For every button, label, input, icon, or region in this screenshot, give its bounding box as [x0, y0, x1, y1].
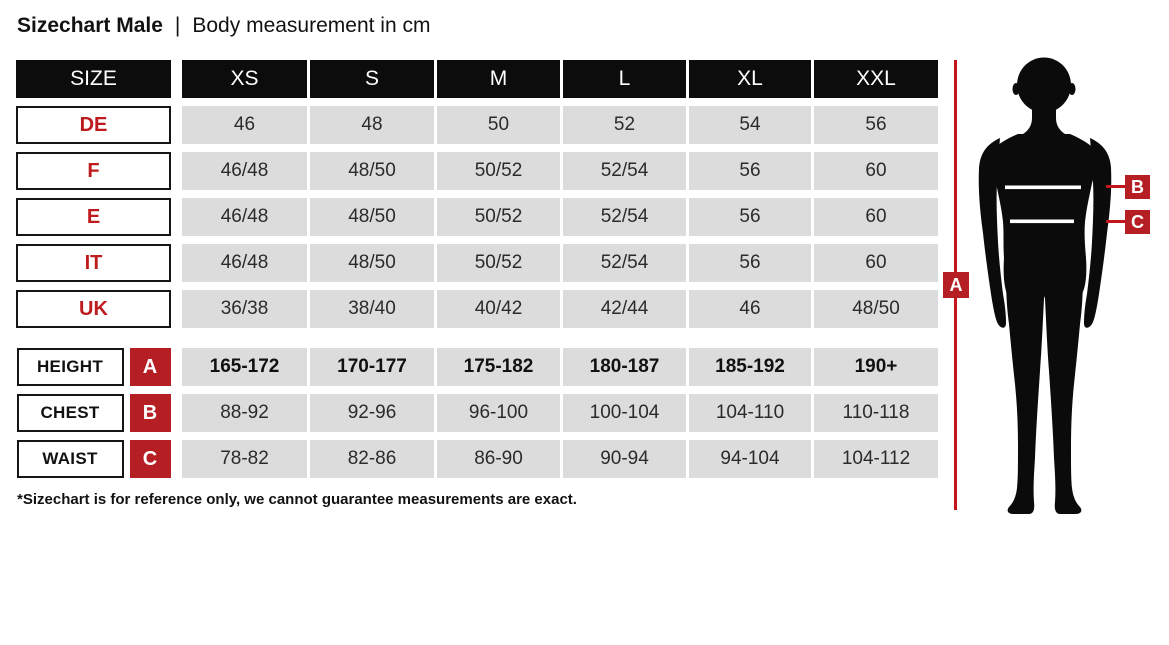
size-value-cell: 48/50 — [814, 290, 938, 328]
measure-value-cell: 104-110 — [689, 394, 811, 432]
size-row-label: E — [16, 198, 171, 236]
size-value-cell: 52 — [563, 106, 686, 144]
size-value-cell: 50/52 — [437, 152, 560, 190]
measure-value-cell: 78-82 — [182, 440, 307, 478]
title-subtitle: Body measurement in cm — [192, 14, 431, 37]
measure-value-cell: 185-192 — [689, 348, 811, 386]
size-value-cell: 48 — [310, 106, 434, 144]
marker-a: A — [943, 272, 969, 298]
measure-value-cell: 96-100 — [437, 394, 560, 432]
measure-row-label: HEIGHT — [17, 348, 124, 386]
size-value-cell: 56 — [689, 152, 811, 190]
measure-value-cell: 104-112 — [814, 440, 938, 478]
header-cell-xxl: XXL — [814, 60, 938, 98]
size-value-cell: 52/54 — [563, 198, 686, 236]
footnote-text: *Sizechart is for reference only, we cannot guarantee measurements are exact. — [17, 491, 577, 508]
measure-row-marker: B — [130, 394, 171, 432]
size-value-cell: 60 — [814, 198, 938, 236]
male-silhouette — [972, 56, 1122, 514]
measure-row-marker: A — [130, 348, 171, 386]
measure-value-cell: 92-96 — [310, 394, 434, 432]
size-row-label: UK — [16, 290, 171, 328]
size-value-cell: 36/38 — [182, 290, 307, 328]
size-value-cell: 60 — [814, 244, 938, 282]
measure-value-cell: 90-94 — [563, 440, 686, 478]
measure-value-cell: 94-104 — [689, 440, 811, 478]
size-value-cell: 46/48 — [182, 198, 307, 236]
header-cell-xl: XL — [689, 60, 811, 98]
male-figure-panel — [940, 50, 1169, 520]
measure-value-cell: 180-187 — [563, 348, 686, 386]
header-cell-size: SIZE — [16, 60, 171, 98]
size-value-cell: 52/54 — [563, 244, 686, 282]
header-cell-m: M — [437, 60, 560, 98]
measure-value-cell: 165-172 — [182, 348, 307, 386]
size-value-cell: 60 — [814, 152, 938, 190]
size-row-label-cell — [16, 106, 179, 144]
title-brand: Sizechart Male — [17, 14, 163, 37]
size-row-label: F — [16, 152, 171, 190]
measure-row-label: CHEST — [17, 394, 124, 432]
measure-value-cell: 88-92 — [182, 394, 307, 432]
measure-row-marker: C — [130, 440, 171, 478]
measure-value-cell: 170-177 — [310, 348, 434, 386]
table-section-spacer — [16, 336, 938, 340]
size-value-cell: 50/52 — [437, 244, 560, 282]
header-cell-s: S — [310, 60, 434, 98]
size-row-label: IT — [16, 244, 171, 282]
size-value-cell: 48/50 — [310, 152, 434, 190]
size-value-cell: 54 — [689, 106, 811, 144]
measure-value-cell: 110-118 — [814, 394, 938, 432]
waist-connector-line — [1106, 220, 1126, 223]
size-value-cell: 46 — [689, 290, 811, 328]
size-table — [16, 60, 938, 478]
size-value-cell: 40/42 — [437, 290, 560, 328]
size-row-label-cell — [16, 244, 179, 282]
size-value-cell: 56 — [689, 244, 811, 282]
size-value-cell: 46/48 — [182, 152, 307, 190]
size-value-cell: 50/52 — [437, 198, 560, 236]
size-value-cell: 48/50 — [310, 198, 434, 236]
measure-value-cell: 190+ — [814, 348, 938, 386]
size-value-cell: 50 — [437, 106, 560, 144]
page-title — [17, 14, 430, 38]
header-cell-xs: XS — [182, 60, 307, 98]
measure-row-label-cell — [16, 440, 171, 478]
size-row-label-cell — [16, 198, 179, 236]
measure-value-cell: 100-104 — [563, 394, 686, 432]
measure-value-cell: 175-182 — [437, 348, 560, 386]
measure-value-cell: 86-90 — [437, 440, 560, 478]
size-value-cell: 42/44 — [563, 290, 686, 328]
measure-row-label-cell — [16, 348, 171, 386]
chest-measure-line — [1005, 186, 1081, 190]
size-row-label-cell — [16, 152, 179, 190]
title-separator: | — [174, 14, 181, 37]
header-cell-l: L — [563, 60, 686, 98]
size-value-cell: 38/40 — [310, 290, 434, 328]
size-value-cell: 48/50 — [310, 244, 434, 282]
size-value-cell: 46/48 — [182, 244, 307, 282]
size-value-cell: 52/54 — [563, 152, 686, 190]
waist-measure-line — [1010, 220, 1074, 224]
marker-b: B — [1125, 175, 1150, 199]
size-value-cell: 56 — [689, 198, 811, 236]
marker-c: C — [1125, 210, 1150, 234]
measure-row-label-cell — [16, 394, 171, 432]
measure-value-cell: 82-86 — [310, 440, 434, 478]
size-value-cell: 46 — [182, 106, 307, 144]
size-row-label-cell — [16, 290, 179, 328]
measure-row-label: WAIST — [17, 440, 124, 478]
size-row-label: DE — [16, 106, 171, 144]
chest-connector-line — [1106, 185, 1126, 188]
size-value-cell: 56 — [814, 106, 938, 144]
